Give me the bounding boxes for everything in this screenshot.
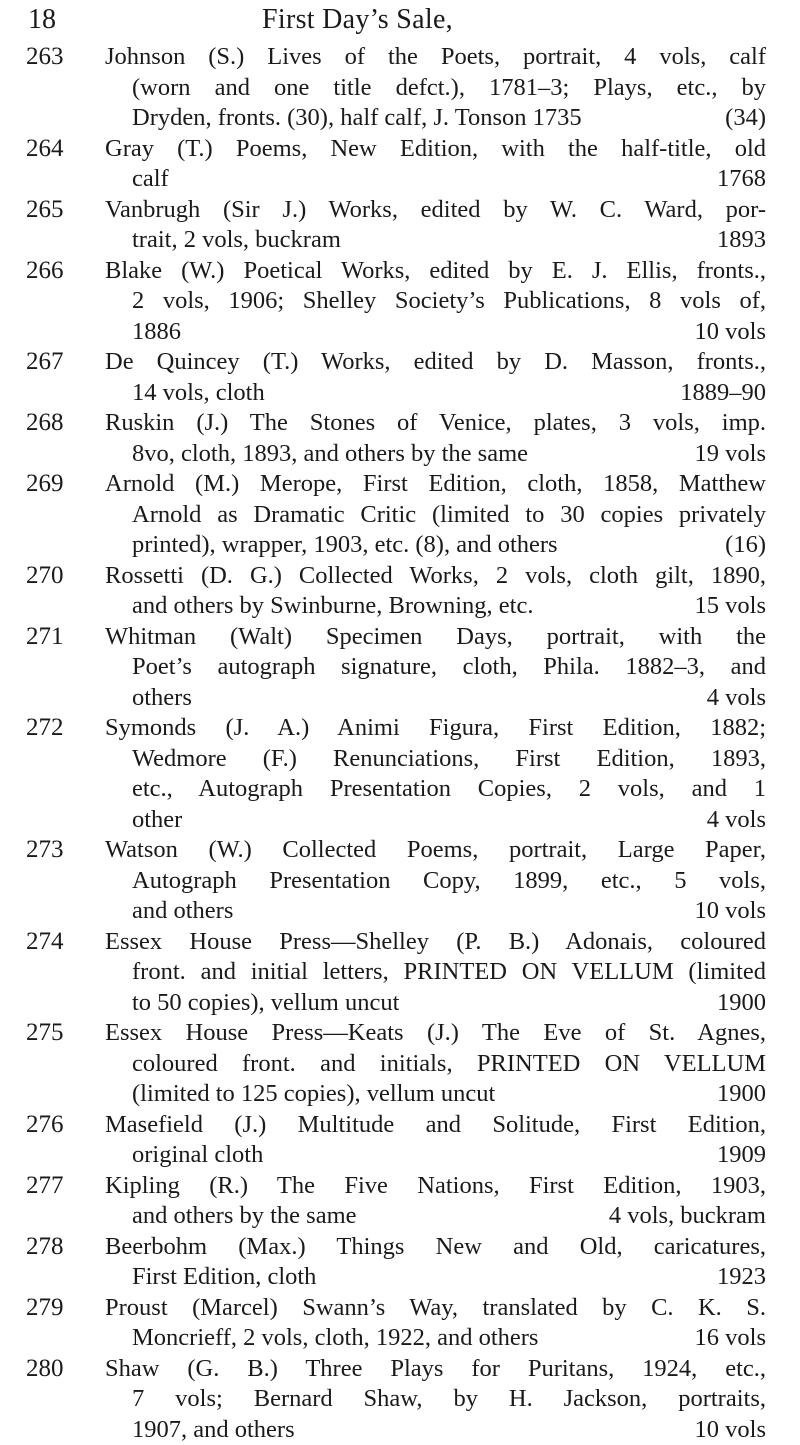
lot-description-line: Vanbrugh (Sir J.) Works, edited by W. C. Ward, por-: [105, 195, 766, 226]
lot-number: 269: [26, 469, 64, 500]
lot-description-line: front. and initial letters, PRINTED ON VELLUM (limited: [105, 957, 766, 988]
lot-number: 275: [26, 1018, 64, 1049]
lot-description-line: Johnson (S.) Lives of the Poets, portrait, 4 vols, calf: [105, 42, 766, 73]
lot-description-line: Essex House Press—Shelley (P. B.) Adonais, coloured: [105, 927, 766, 958]
lot-final-line: [105, 988, 766, 1019]
lot-description-line: trait, 2 vols, buckram: [132, 225, 341, 256]
lot-description-line: etc., Autograph Presentation Copies, 2 vols, and 1: [105, 774, 766, 805]
lot-description-line: and others by Swinburne, Browning, etc.: [132, 591, 533, 622]
lot-final-line: [105, 530, 766, 561]
lot-entry: [0, 1232, 800, 1293]
lot-description-line: and others by the same: [132, 1201, 357, 1232]
lot-list: [0, 42, 800, 1445]
lot-description-line: Rossetti (D. G.) Collected Works, 2 vols, cloth gilt, 1890,: [105, 561, 766, 592]
lot-description-line: Arnold (M.) Merope, First Edition, cloth, 1858, Matthew: [105, 469, 766, 500]
lot-entry: [0, 713, 800, 835]
lot-final-line: [105, 225, 766, 256]
lot-description-line: Whitman (Walt) Specimen Days, portrait, with the: [105, 622, 766, 653]
lot-quantity-or-date: 1923: [717, 1262, 766, 1293]
lot-quantity-or-date: 1900: [717, 988, 766, 1019]
lot-entry: [0, 195, 800, 256]
running-head: First Day’s Sale,: [262, 4, 453, 36]
lot-description-line: Shaw (G. B.) Three Plays for Puritans, 1924, etc.,: [105, 1354, 766, 1385]
lot-description-line: original cloth: [132, 1140, 263, 1171]
lot-final-line: [105, 317, 766, 348]
lot-entry: [0, 347, 800, 408]
lot-description-line: (worn and one title defct.), 1781–3; Plays, etc., by: [105, 73, 766, 104]
lot-final-line: [105, 164, 766, 195]
lot-description-line: Blake (W.) Poetical Works, edited by E. J. Ellis, fronts.,: [105, 256, 766, 287]
lot-description-line: Symonds (J. A.) Animi Figura, First Edition, 1882;: [105, 713, 766, 744]
lot-entry: [0, 1018, 800, 1110]
lot-final-line: [105, 591, 766, 622]
lot-quantity-or-date: 19 vols: [695, 439, 766, 470]
lot-quantity-or-date: (16): [725, 530, 766, 561]
lot-description-line: 7 vols; Bernard Shaw, by H. Jackson, portraits,: [105, 1384, 766, 1415]
lot-final-line: [105, 1262, 766, 1293]
lot-final-line: [105, 378, 766, 409]
lot-number: 266: [26, 256, 64, 287]
lot-final-line: [105, 1323, 766, 1354]
lot-number: 279: [26, 1293, 64, 1324]
lot-description-line: others: [132, 683, 192, 714]
lot-final-line: [105, 103, 766, 134]
lot-description-line: Autograph Presentation Copy, 1899, etc., 5 vols,: [105, 866, 766, 897]
lot-description-line: 1907, and others: [132, 1415, 295, 1445]
lot-description-line: 14 vols, cloth: [132, 378, 265, 409]
lot-description-line: coloured front. and initials, PRINTED ON VELLUM: [105, 1049, 766, 1080]
lot-number: 263: [26, 42, 64, 73]
lot-description-line: Dryden, fronts. (30), half calf, J. Tonson 1735: [132, 103, 582, 134]
lot-description-line: Poet’s autograph signature, cloth, Phila. 1882–3, and: [105, 652, 766, 683]
lot-entry: [0, 408, 800, 469]
lot-number: 277: [26, 1171, 64, 1202]
lot-final-line: [105, 439, 766, 470]
lot-number: 273: [26, 835, 64, 866]
lot-description-line: Ruskin (J.) The Stones of Venice, plates, 3 vols, imp.: [105, 408, 766, 439]
lot-description-line: First Edition, cloth: [132, 1262, 316, 1293]
lot-number: 276: [26, 1110, 64, 1141]
lot-description-line: Gray (T.) Poems, New Edition, with the half-title, old: [105, 134, 766, 165]
lot-entry: [0, 1110, 800, 1171]
lot-quantity-or-date: 1909: [717, 1140, 766, 1171]
lot-description-line: 2 vols, 1906; Shelley Society’s Publications, 8 vols of,: [105, 286, 766, 317]
lot-final-line: [105, 1415, 766, 1445]
lot-description-line: De Quincey (T.) Works, edited by D. Masson, fronts.,: [105, 347, 766, 378]
lot-description-line: calf: [132, 164, 169, 195]
lot-entry: [0, 1354, 800, 1445]
lot-quantity-or-date: 4 vols, buckram: [609, 1201, 766, 1232]
lot-entry: [0, 1293, 800, 1354]
lot-number: 270: [26, 561, 64, 592]
lot-final-line: [105, 1079, 766, 1110]
lot-description-line: 1886: [132, 317, 181, 348]
lot-description-line: 8vo, cloth, 1893, and others by the same: [132, 439, 528, 470]
lot-final-line: [105, 805, 766, 836]
lot-entry: [0, 134, 800, 195]
lot-number: 278: [26, 1232, 64, 1263]
lot-quantity-or-date: 1893: [717, 225, 766, 256]
lot-quantity-or-date: 4 vols: [707, 683, 766, 714]
lot-final-line: [105, 1140, 766, 1171]
lot-entry: [0, 835, 800, 927]
lot-quantity-or-date: 15 vols: [695, 591, 766, 622]
lot-number: 264: [26, 134, 64, 165]
lot-quantity-or-date: 1889–90: [680, 378, 766, 409]
lot-quantity-or-date: 10 vols: [695, 317, 766, 348]
lot-description-line: and others: [132, 896, 233, 927]
lot-number: 272: [26, 713, 64, 744]
lot-number: 274: [26, 927, 64, 958]
lot-final-line: [105, 683, 766, 714]
lot-entry: [0, 1171, 800, 1232]
lot-description-line: Beerbohm (Max.) Things New and Old, caricatures,: [105, 1232, 766, 1263]
lot-number: 267: [26, 347, 64, 378]
lot-entry: [0, 927, 800, 1019]
lot-description-line: printed), wrapper, 1903, etc. (8), and others: [132, 530, 558, 561]
lot-description-line: other: [132, 805, 182, 836]
lot-description-line: (limited to 125 copies), vellum uncut: [132, 1079, 495, 1110]
lot-description-line: Watson (W.) Collected Poems, portrait, Large Paper,: [105, 835, 766, 866]
lot-number: 280: [26, 1354, 64, 1385]
lot-quantity-or-date: 4 vols: [707, 805, 766, 836]
lot-quantity-or-date: (34): [725, 103, 766, 134]
lot-description-line: Proust (Marcel) Swann’s Way, translated by C. K. S.: [105, 1293, 766, 1324]
lot-description-line: Masefield (J.) Multitude and Solitude, First Edition,: [105, 1110, 766, 1141]
lot-description-line: Wedmore (F.) Renunciations, First Edition, 1893,: [105, 744, 766, 775]
lot-number: 271: [26, 622, 64, 653]
lot-entry: [0, 256, 800, 348]
lot-number: 265: [26, 195, 64, 226]
lot-quantity-or-date: 10 vols: [695, 896, 766, 927]
lot-number: 268: [26, 408, 64, 439]
lot-quantity-or-date: 10 vols: [695, 1415, 766, 1445]
lot-description-line: Kipling (R.) The Five Nations, First Edition, 1903,: [105, 1171, 766, 1202]
lot-final-line: [105, 896, 766, 927]
lot-entry: [0, 469, 800, 561]
lot-quantity-or-date: 16 vols: [695, 1323, 766, 1354]
page-number: 18: [28, 4, 56, 36]
lot-quantity-or-date: 1768: [717, 164, 766, 195]
lot-description-line: Essex House Press—Keats (J.) The Eve of St. Agnes,: [105, 1018, 766, 1049]
lot-description-line: to 50 copies), vellum uncut: [132, 988, 399, 1019]
lot-entry: [0, 622, 800, 714]
lot-quantity-or-date: 1900: [717, 1079, 766, 1110]
lot-description-line: Arnold as Dramatic Critic (limited to 30 copies privately: [105, 500, 766, 531]
lot-description-line: Moncrieff, 2 vols, cloth, 1922, and others: [132, 1323, 538, 1354]
lot-entry: [0, 561, 800, 622]
lot-entry: [0, 42, 800, 134]
